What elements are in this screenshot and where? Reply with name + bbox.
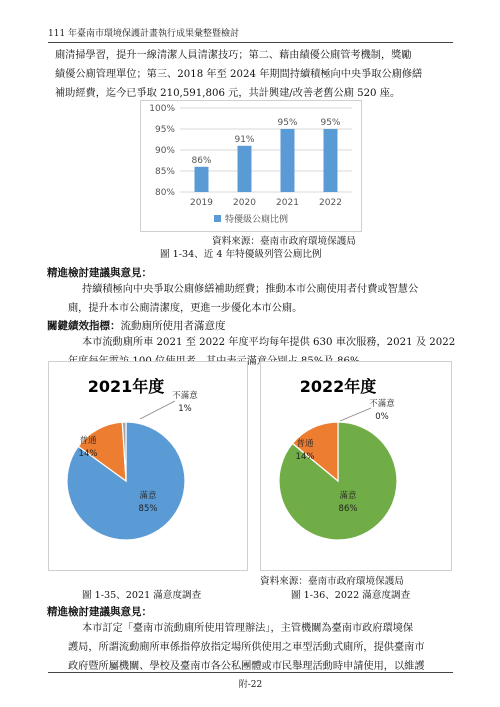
fig34-caption: 圖 1-34、近 4 年特優級列管公廁比例 [160,249,322,260]
pie-slice-label: 不滿意 [172,391,198,401]
section3-line-1: 本市訂定「臺南市流動廁所使用管理辦法」，主管機關為臺南市政府環境保 [82,623,414,634]
fig36-source: 資料來源：臺南市政府環境保護局 [260,576,404,587]
section3-heading: 精進檢討建議與意見： [47,606,152,618]
kpi-line [47,318,226,333]
section1-line-2: 廁，提升本市公廁清潔度，更進一步優化本市公廁。 [68,303,303,314]
pie-slice-value: 1% [178,404,192,414]
bar-x-tick-label: 2021 [276,198,299,208]
bar [324,129,338,192]
section3-line-3: 政府暨所屬機關、學校及臺南市各公私團體或市民舉理活動時申請使用，以維護 [68,661,425,672]
page-header: 111 年臺南市環境保護計畫執行成果彙整暨檢討 [48,26,453,43]
pie-slice-value: 14% [295,452,315,462]
pie-slice-label: 普通 [296,439,314,449]
bar [195,167,209,192]
bar-chart [140,100,362,232]
kpi-value: 流動廁所使用者滿意度 [120,320,226,332]
bar-x-tick-label: 2019 [190,198,213,208]
bar-legend-swatch [214,215,221,222]
bar-legend-label: 特優級公廁比例 [225,215,289,225]
pie-slice-label: 滿意 [139,491,157,501]
section1-line-1: 持續積極向中央爭取公廁修繕補助經費；推動本市公廁使用者付費或智慧公 [82,284,419,295]
bar [281,129,295,192]
bar-y-tick-label: 95% [154,125,175,135]
intro-line-2: 績優公廁管理單位；第三、2018 年至 2024 年期間持續積極向中央爭取公廁修繕 [55,69,423,80]
page-footer [48,672,453,690]
intro-paragraph [55,46,453,103]
pie-slice-label: 不滿意 [369,399,395,409]
bar-y-tick-label: 85% [154,167,175,177]
section2-line-1: 本市流動廁所車 2021 至 2022 年度平均每年提供 630 車次服務，2021 及 2022 [82,337,456,348]
pie-slice-label: 普通 [79,436,97,446]
bar-data-label: 95% [320,118,341,128]
pie-slice-value: 0% [375,412,389,422]
fig34-source: 資料來源：臺南市政府環境保護局 [212,236,356,247]
bar-data-label: 86% [191,155,212,166]
pie-slice-value: 86% [338,504,358,514]
pie-slice-label: 滿意 [339,491,357,501]
bar [238,146,252,192]
fig36-caption: 圖 1-36、2022 滿意度調查 [291,590,411,601]
section3-paragraph [68,619,453,676]
intro-line-3: 補助經費，迄今已爭取 210,591,806 元，共計興建/改善老舊公廁 520 座。 [55,88,401,99]
pie-slice-value: 14% [78,449,98,459]
bar-data-label: 95% [277,118,298,128]
pie-2021-title: 2021年度 [87,377,165,396]
kpi-label: 關鍵績效指標： [47,320,121,332]
intro-line-1: 廁清掃學習，提升一線清潔人員清潔技巧；第二、藉由績優公廁管考機制，獎勵 [55,50,412,61]
pie-chart-2022 [260,361,452,571]
fig35-caption: 圖 1-35、2021 滿意度調查 [82,590,202,601]
page-number: 附-22 [238,680,263,690]
section3-line-2: 護局，所謂流動廁所車係指停放指定場所供使用之車型活動式廁所，提供臺南市 [68,642,425,653]
pie-2022-title: 2022年度 [299,377,377,396]
pie-chart-2021 [48,361,248,571]
section1-paragraph [68,280,453,318]
bar-y-tick-label: 100% [149,104,175,114]
bar-x-tick-label: 2020 [233,198,256,208]
bar-data-label: 91% [234,134,255,145]
bar-y-tick-label: 90% [154,146,175,156]
bar-y-tick-label: 80% [154,188,175,198]
pie-slice-value: 85% [138,504,158,514]
bar-x-tick-label: 2022 [319,198,342,208]
section1-heading: 精進檢討建議與意見： [47,267,152,279]
